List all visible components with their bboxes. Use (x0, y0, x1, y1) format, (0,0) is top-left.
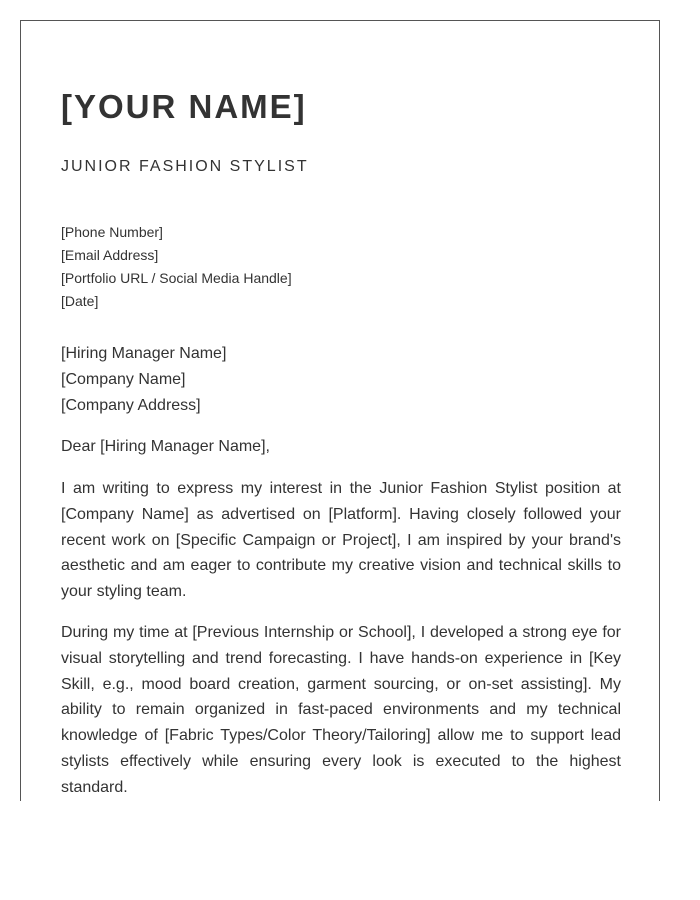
recipient-block (61, 341, 226, 419)
body-paragraph: I am writing to express my interest in the Junior Fashion Stylist position at [Company Name] as advertised on [Platform]. Having closely followed your recent work on [Specific Campaign or Project], I am inspired by your brand's aesthetic and am eager to contribute my creative vision and technical skills to your styling team. (61, 480, 621, 601)
applicant-name: [YOUR NAME] (61, 88, 307, 125)
contact-email: [Email Address] (61, 247, 159, 263)
body-paragraph: During my time at [Previous Internship or School], I developed a strong eye for visual storytelling and trend forecasting. I have hands-on experience in [Key Skill, e.g., mood board creation, garment sourcing, or on-set assisting]. My ability to remain organized in fast-paced environments and my technical knowledge of [Fabric Types/Color Theory/Tailoring] allow me to support lead stylists effectively while ensuring every look is executed to the highest standard. (61, 624, 621, 796)
contact-phone: [Phone Number] (61, 224, 163, 240)
recipient-manager: [Hiring Manager Name] (61, 345, 227, 362)
job-title: JUNIOR FASHION STYLIST (61, 158, 309, 175)
salutation: Dear [Hiring Manager Name], (61, 438, 270, 455)
recipient-company: [Company Name] (61, 371, 186, 388)
contact-block (61, 221, 292, 313)
contact-date: [Date] (61, 293, 99, 309)
cover-letter-page (20, 20, 660, 801)
contact-portfolio: [Portfolio URL / Social Media Handle] (61, 270, 292, 286)
recipient-address: [Company Address] (61, 397, 201, 414)
